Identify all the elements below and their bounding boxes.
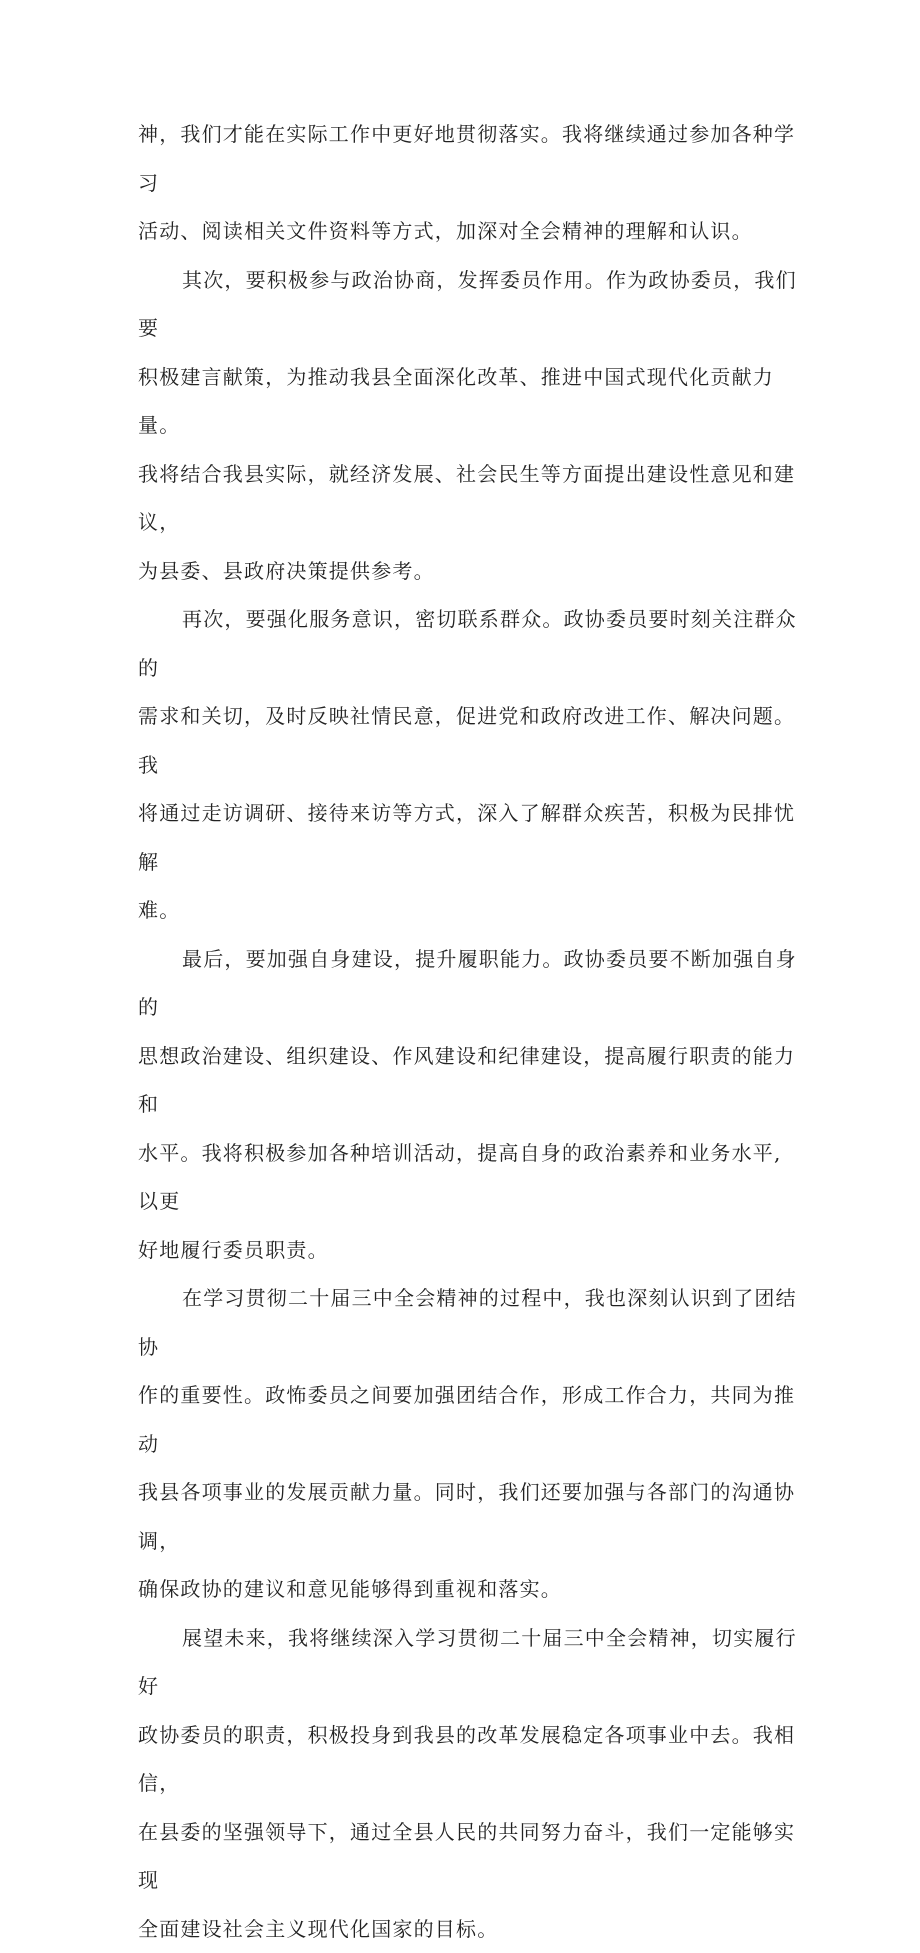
paragraph-continuation: 神，我们才能在实际工作中更好地贯彻落实。我将继续通过参加各种学习 活动、阅读相关文件资料等方式，加深对全会精神的理解和认识。	[138, 110, 798, 256]
paragraph-self-building: 最后，要加强自身建设，提升履职能力。政协委员要不断加强自身的 思想政治建设、组织建设、作风建设和纪律建设，提高履行职责的能力和 水平。我将积极参加各种培训活动，提高自身的政治素养和业务水平,以更 好地履行委员职责。	[138, 935, 798, 1275]
paragraph-unity: 在学习贯彻二十届三中全会精神的过程中，我也深刻认识到了团结协 作的重要性。政怖委员之间要加强团结合作，形成工作合力，共同为推动 我县各项事业的发展贡献力量。同时，我们还要加强与各部门的沟通协调， 确保政协的建议和意见能够得到重视和落实。	[138, 1274, 798, 1614]
paragraph-service: 再次，要强化服务意识，密切联系群众。政协委员要时刻关注群众的 需求和关切，及时反映社情民意，促进党和政府改进工作、解决问题。我 将通过走访调研、接待来访等方式，深入了解群众疾苦，积极为民排忧解 难。	[138, 595, 798, 935]
document-body	[138, 110, 798, 1953]
paragraph-outlook: 展望未来，我将继续深入学习贯彻二十届三中全会精神，切实履行好 政协委员的职责，积极投身到我县的改革发展稳定各项事业中去。我相信， 在县委的坚强领导下，通过全县人民的共同努力奋斗，我们一定能够实现 全面建设社会主义现代化国家的目标。	[138, 1614, 798, 1953]
paragraph-consultation: 其次，要积极参与政治协商，发挥委员作用。作为政协委员，我们要 积极建言献策，为推动我县全面深化改革、推进中国式现代化贡献力量。 我将结合我县实际，就经济发展、社会民生等方面提出建设性意见和建议， 为县委、县政府决策提供参考。	[138, 256, 798, 596]
